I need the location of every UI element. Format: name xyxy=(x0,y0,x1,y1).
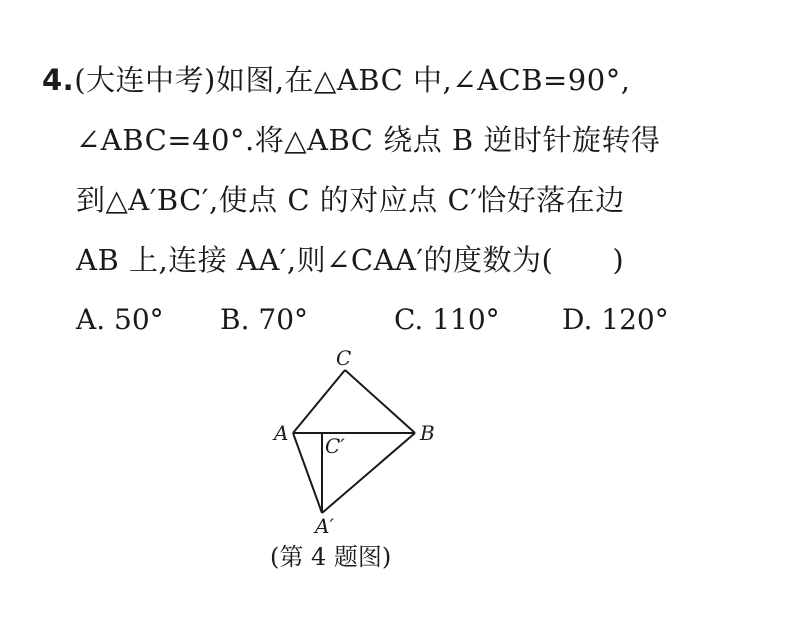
triangle-figure xyxy=(265,345,465,540)
label-b: B xyxy=(420,421,435,445)
question-number: 4. xyxy=(42,63,75,97)
segment-a-a-prime xyxy=(293,433,322,513)
question-line-4: AB 上,连接 AA′,则∠CAA′的度数为( ) xyxy=(76,243,625,277)
option-b[interactable]: B. 70° xyxy=(220,303,309,336)
segment-ac xyxy=(293,370,345,433)
segment-cb xyxy=(345,370,415,433)
question-line-2: ∠ABC=40°.将△ABC 绕点 B 逆时针旋转得 xyxy=(76,123,661,157)
option-a[interactable]: A. 50° xyxy=(76,303,164,336)
figure-caption: (第 4 题图) xyxy=(270,543,392,571)
question-line-3: 到△A′BC′,使点 C 的对应点 C′恰好落在边 xyxy=(76,183,625,217)
question-line-1: 4.(大连中考)如图,在△ABC 中,∠ACB=90°, xyxy=(42,63,631,97)
option-c[interactable]: C. 110° xyxy=(394,303,500,336)
label-c-prime: C′ xyxy=(325,434,345,458)
label-a: A xyxy=(274,421,289,445)
label-c: C xyxy=(336,346,352,370)
label-a-prime: A′ xyxy=(315,514,334,538)
option-d[interactable]: D. 120° xyxy=(562,303,669,336)
